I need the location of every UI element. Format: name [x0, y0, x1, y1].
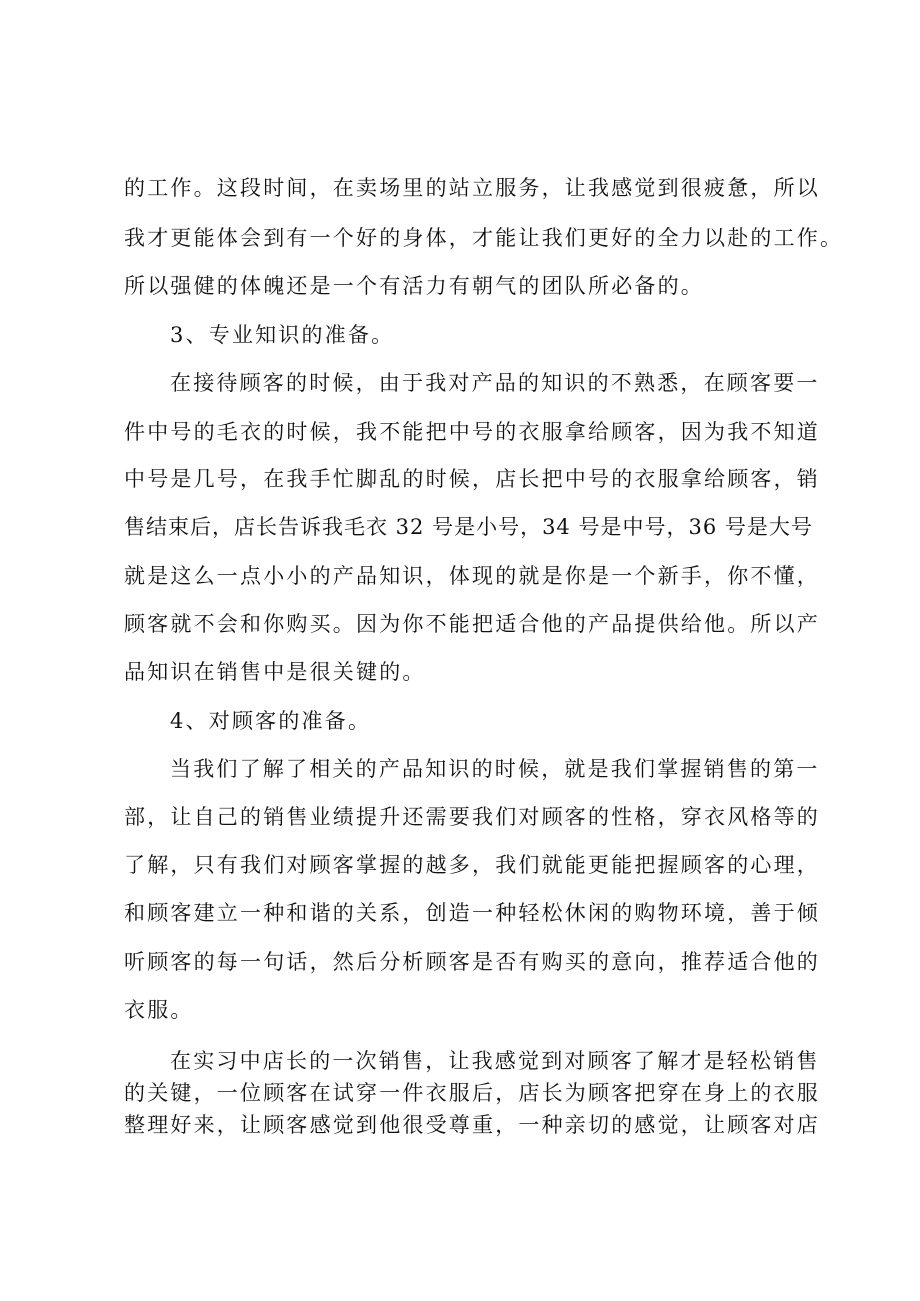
text-line: 售结束后，店长告诉我毛衣 32 号是小号，34 号是中号，36 号是大号: [124, 515, 813, 539]
text-line: 顾客就不会和你购买。因为你不能把适合他的产品提供给他。所以产: [124, 612, 820, 636]
section-heading: 4、对顾客的准备。: [170, 709, 372, 733]
text-line: 了解，只有我们对顾客掌握的越多，我们就能更能把握顾客的心理，: [124, 853, 820, 877]
section-heading: 3、专业知识的准备。: [170, 323, 395, 347]
text-line: 的工作。这段时间，在卖场里的站立服务，让我感觉到很疲惫，所以: [124, 176, 820, 200]
text-line: 中号是几号，在我手忙脚乱的时候，店长把中号的衣服拿给顾客，销: [124, 467, 820, 491]
text-line: 当我们了解了相关的产品知识的时候，就是我们掌握销售的第一: [170, 757, 820, 781]
text-line: 我才更能体会到有一个好的身体，才能让我们更好的全力以赴的工作。: [124, 226, 844, 250]
text-line: 所以强健的体魄还是一个有活力有朝气的团队所必备的。: [124, 274, 704, 298]
text-line: 品知识在销售中是很关键的。: [124, 660, 426, 684]
text-line: 听顾客的每一句话，然后分析顾客是否有购买的意向，推荐适合他的: [124, 950, 820, 974]
text-line: 在接待顾客的时候，由于我对产品的知识的不熟悉，在顾客要一: [170, 371, 820, 395]
text-line: 在实习中店长的一次销售，让我感觉到对顾客了解才是轻松销售: [170, 1049, 820, 1073]
text-line: 的关键，一位顾客在试穿一件衣服后，店长为顾客把穿在身上的衣服: [124, 1081, 820, 1105]
text-line: 就是这么一点小小的产品知识，体现的就是你是一个新手，你不懂，: [124, 564, 820, 588]
text-line: 衣服。: [124, 998, 194, 1022]
text-line: 和顾客建立一种和谐的关系，创造一种轻松休闲的购物环境，善于倾: [124, 901, 820, 925]
text-line: 整理好来，让顾客感觉到他很受尊重，一种亲切的感觉，让顾客对店: [124, 1113, 820, 1137]
text-line: 部，让自己的销售业绩提升还需要我们对顾客的性格，穿衣风格等的: [124, 805, 820, 829]
text-line: 件中号的毛衣的时候，我不能把中号的衣服拿给顾客，因为我不知道: [124, 420, 820, 444]
